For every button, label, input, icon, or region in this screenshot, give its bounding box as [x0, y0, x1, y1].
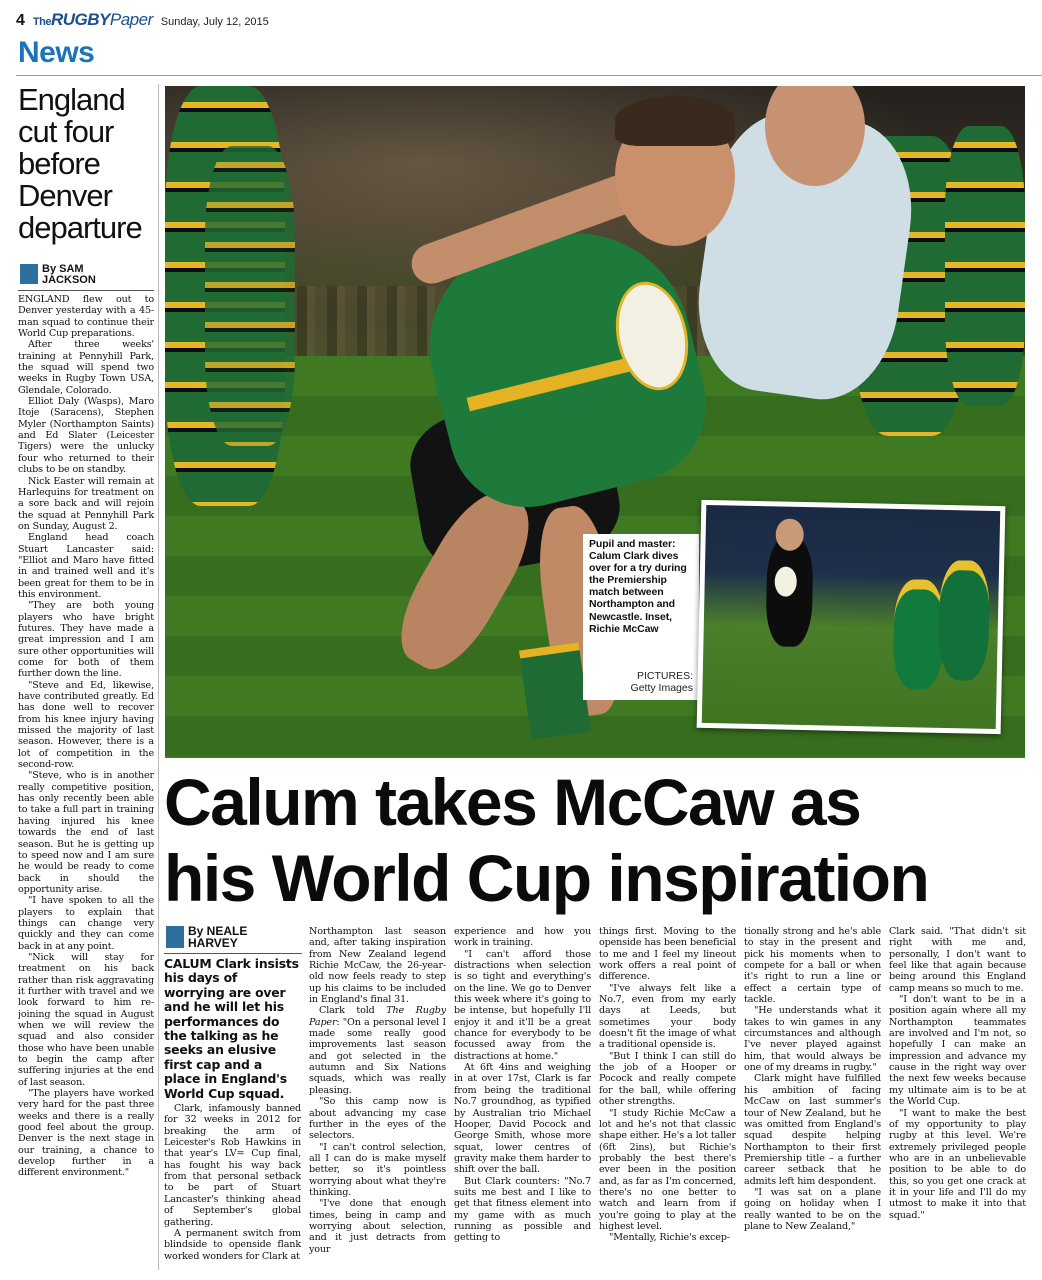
page-number: 4 — [16, 12, 25, 29]
sidebar-body — [18, 294, 154, 1269]
article-column-1 — [164, 957, 301, 1270]
photo-credit — [593, 670, 693, 694]
masthead-the: The — [32, 16, 51, 28]
article-paragraph: But Clark counters: "No.7 suits me best and I like to get that fitness element into my game with as much running as possible and getting to — [454, 1175, 591, 1244]
article-paragraph: "I've always felt like a No.7, even from my early days at Leeds, but sometimes your body doesn't fit the image of what a traditional openside is. — [599, 982, 736, 1051]
article-paragraph: A permanent switch from blindside to openside flank worked wonders for Clark at — [164, 1227, 301, 1262]
sidebar-paragraph: "Nick will stay for treatment on his back rather than risk aggravating it further with travel and we look forward to him re-joining the squad in August when we will review the squad and also consider those who have been unable to begin the camp after suffering injuries at the end of last season. — [18, 951, 154, 1088]
article-paragraph: "I've done that enough times, being in camp and worrying about selection, and it just detracts from your — [309, 1198, 446, 1255]
inset-opponent — [938, 560, 991, 681]
background-player — [945, 126, 1025, 406]
article-paragraph: Northampton last season and, after taking inspiration from New Zealand legend Richie McCaw, the 26-year-old now feels ready to step up his claims to be included in England's final 31. — [309, 926, 446, 1006]
article-column-2 — [309, 926, 446, 1270]
article-column-4 — [599, 926, 736, 1270]
sidebar-paragraph: Elliot Daly (Wasps), Maro Itoje (Saracens), Stephen Myler (Northampton Saints) and Ed Slater (Leicester Tigers) were the unlucky four who returned to their clubs to be on standby. — [18, 396, 154, 476]
photo-credit-source: Getty Images — [630, 682, 693, 694]
sidebar-paragraph: "They are both young players who have bright futures. They have made a great impression and I am sure other opportunities will come for both of them further down the line. — [18, 600, 154, 680]
article-column-3 — [454, 926, 591, 1270]
section-title: News — [18, 36, 95, 69]
article-column-5 — [744, 926, 881, 1270]
article-paragraph: "He understands what it takes to win games in any circumstances and although I've never played against him, that would always be one of my dreams in rugby." — [744, 1005, 881, 1074]
player-sock — [519, 642, 591, 739]
article-paragraph: "So this camp now is about advancing my case further in the eyes of the selectors. — [309, 1096, 446, 1142]
article-paragraph: "Mentally, Richie's excep- — [609, 1232, 730, 1244]
main-headline — [164, 764, 1034, 916]
sidebar-byline-rule — [18, 290, 154, 291]
byline-by: By NEALE — [188, 924, 248, 938]
masthead-logo — [33, 10, 153, 30]
quote-text: : "On a personal level I made some really good improvements last season and got selected in the autumn and Six Nations squads, which was really pleasing. — [309, 1016, 446, 1096]
told-text: Clark told — [319, 1005, 387, 1017]
article-paragraph: experience and how you work in training. — [454, 926, 591, 949]
byline-square-icon — [166, 926, 184, 948]
byline-by: By SAM — [42, 263, 84, 275]
article-paragraph: "I can't control selection, all I can do is make myself better, so it's pointless worrying about what they're thinking. — [309, 1141, 446, 1198]
sidebar-byline — [20, 264, 150, 286]
inset-opponent — [893, 579, 945, 690]
column-divider — [158, 84, 159, 1270]
byline-name: HARVEY — [188, 936, 238, 950]
article-byline — [166, 926, 286, 950]
publication-name: The Rugby Paper — [309, 1005, 446, 1028]
headline-line: his World Cup inspiration — [164, 841, 929, 915]
headline-line: Calum takes McCaw as — [164, 765, 861, 839]
sidebar-paragraph: "The players have worked very hard for the past three weeks and there is a really good feel about the group. Denver is the next stage in our training, a chance to develop further in a different environment." — [18, 1088, 154, 1179]
article-paragraph: "I want to make the best of my opportunity to play rugby at this level. We're extremely privileged people who are in an unbelievable position to be able to do this, so you get one crack at it in your life and I'll do my utmost to make it into that squad." — [889, 1107, 1026, 1221]
article-paragraph: "I don't want to be in a position again where all my Northampton teammates are involved and I'm not, so hopefully I can make an impression and advance my cause in the right way over the next few weeks because my ultimate aim is to be at the World Cup. — [889, 994, 1026, 1108]
sidebar-paragraph: England head coach Stuart Lancaster said: "Elliot and Maro have fitted in and trained well and it's been great for them to be in this environment. — [18, 532, 154, 600]
sidebar-paragraph: ENGLAND flew out to Denver yesterday with a 45-man squad to continue their World Cup preparations. — [18, 294, 154, 340]
masthead-rugby: RUGBY — [50, 10, 110, 29]
article-paragraph: "I can't afford those distractions when selection is so tight and everything's on the line. We go to Denver this week where it's going to be intense, but hopefully I'll enjoy it and it'll be a great chance for everybody to be focussed away from the distractions at home." — [454, 948, 591, 1062]
background-player — [205, 146, 295, 446]
standfirst: CALUM Clark insists his days of worrying are over and he will let his performances do the talking as he seeks an elusive first cap and a place in England's World Cup squad. — [164, 957, 299, 1101]
section-divider — [16, 75, 1042, 76]
inset-photo-image — [702, 505, 1001, 729]
sidebar-headline: England cut four before Denver departure — [18, 82, 142, 245]
photo-credit-label: PICTURES: — [636, 670, 693, 682]
photo-caption: Pupil and master: Calum Clark dives over for a try during the Premiership match between Northampton and Newcastle. Inset, Richie McCaw — [589, 538, 687, 635]
page-header — [16, 10, 1026, 32]
article-paragraph: "But I think I can still do the job of a Hooper or Pocock and really compete for the ball, while offering other strengths. — [599, 1050, 736, 1108]
article-column-6 — [889, 926, 1026, 1270]
article-paragraph: things first. Moving to the openside has been beneficial to me and I feel my lineout work offers a real point of difference. — [599, 926, 736, 983]
article-paragraph: At 6ft 4ins and weighing in at over 17st, Clark is far from being the traditional No.7 groundhog, as typified by Australian trio Michael Hooper, David Pocock and George Smith, whose more squat, lower centres of gravity make them harder to shift over the ball. — [454, 1062, 591, 1176]
sidebar-paragraph: "Steve and Ed, likewise, have contributed greatly. Ed has done well to recover from his knee injury having missed the majority of last season. However, there is a lot of competition in the second-row. — [18, 679, 154, 771]
article-paragraph: "I study Richie McCaw a lot and he's not that classic shape either. He's a lot taller (6ft 2ins), but Richie's probably the best there's ever been in the position and, as far as I'm concerned, there's no one better to watch and learn from if you're going to play at the highest level. — [599, 1107, 736, 1232]
byline-name: JACKSON — [42, 274, 96, 286]
article-byline-rule — [164, 953, 302, 954]
article-paragraph — [309, 1005, 446, 1096]
article-paragraph: Clark said. "That didn't sit right with me and, personally, I don't want to feel like that again because being around this England camp means so much to me. — [889, 926, 1026, 994]
sidebar-paragraph: After three weeks' training at Pennyhill Park, the squad will spend two weeks in Rugby Town USA, Glendale, Colorado. — [18, 339, 154, 396]
inset-photo — [697, 500, 1006, 734]
article-paragraph: "I was sat on a plane going on holiday when I really wanted to be on the plane to New Zealand," — [744, 1186, 881, 1232]
sidebar-paragraph: "I have spoken to all the players to explain that things can change very quickly and they can come back in at any point. — [18, 895, 154, 952]
article-paragraph: Clark might have fulfilled his ambition of facing McCaw on last summer's tour of New Zealand, but he was omitted from England's squad despite helping Northampton to their first Premiership title – a further career setback that he admits left him despondent. — [744, 1073, 881, 1187]
masthead-paper: Paper — [109, 10, 153, 29]
player-hair — [615, 96, 735, 146]
issue-date: Sunday, July 12, 2015 — [160, 16, 269, 28]
sidebar-paragraph: "Steve, who is in another really competitive position, has only recently been able to take a full part in training having injured his knee towards the end of last season. But he is getting up to speed now and I am sure he would be ready to come back in should the opportunity arise. — [18, 770, 154, 895]
byline-square-icon — [20, 264, 38, 284]
article-paragraph: Clark, infamously banned for 32 weeks in 2012 for breaking the arm of Leicester's Rob Hawkins in that year's LV= Cup final, has fought his way back from that personal setback to be part of Stuart Lancaster's thinking ahead of September's global gathering. — [164, 1103, 301, 1228]
photo-caption-box — [583, 534, 699, 700]
article-paragraph: tionally strong and he's able to stay in the present and pick his moments when to compete for a ball or when it's right to run a line or effect a certain type of tackle. — [744, 926, 881, 1006]
sidebar-paragraph: Nick Easter will remain at Harlequins for treatment on a sore back and will rejoin the squad at Pennyhill Park on Sunday, August 2. — [18, 475, 154, 532]
